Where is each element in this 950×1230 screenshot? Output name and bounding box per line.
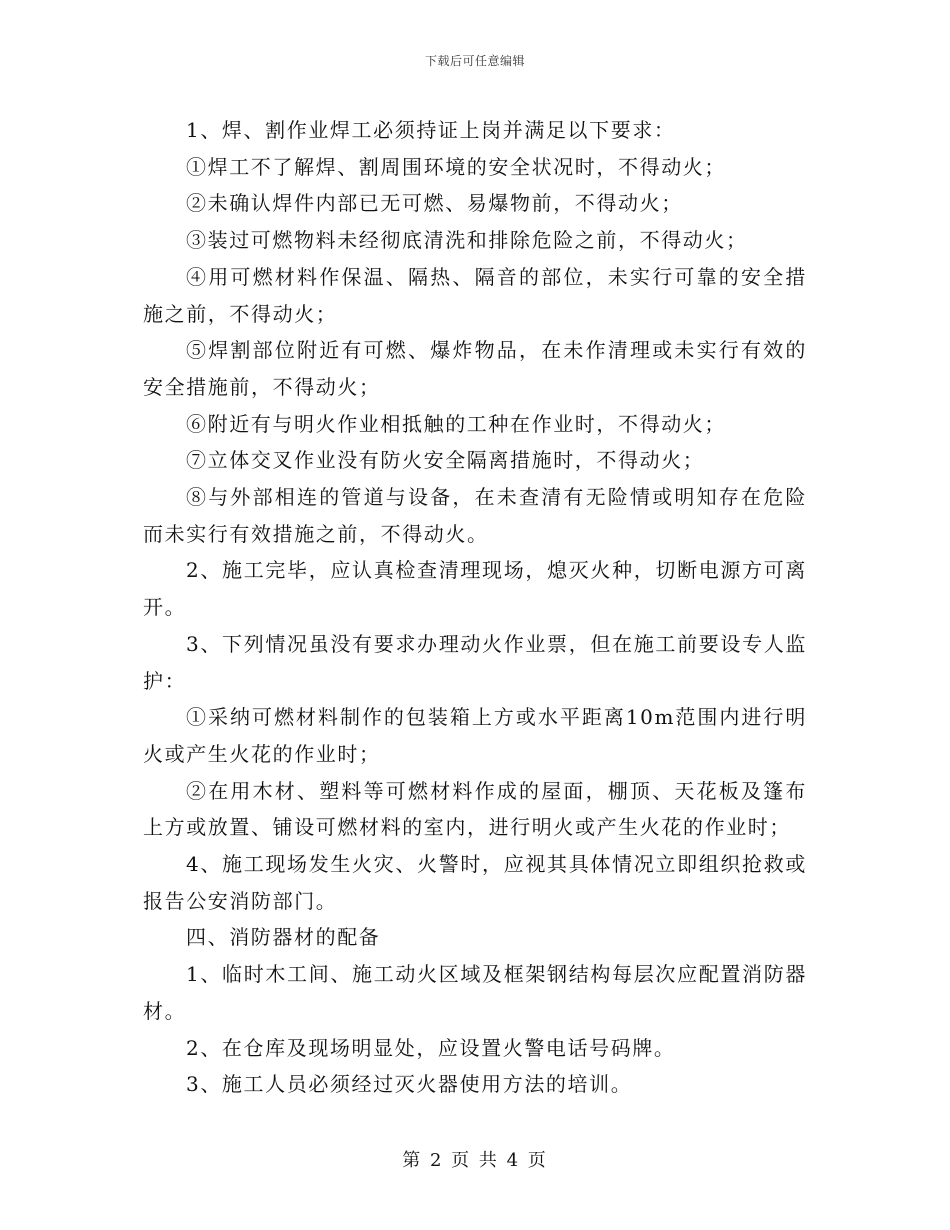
paragraph: 2、施工完毕，应认真检查清理现场，熄灭火种，切断电源方可离开。 xyxy=(143,558,807,620)
paragraph: ②在用木材、塑料等可燃材料作成的屋面，棚顶、天花板及篷布上方或放置、铺设可燃材料的室内，进行明火或产生火花的作业时； xyxy=(143,778,807,840)
paragraph: 3、施工人员必须经过灭火器使用方法的培训。 xyxy=(186,1072,633,1097)
paragraph: 2、在仓库及现场明显处，应设置火警电话号码牌。 xyxy=(186,1035,676,1060)
paragraph: ②未确认焊件内部已无可燃、易爆物前，不得动火； xyxy=(186,191,683,216)
page-header-note: 下载后可任意编辑 xyxy=(424,54,525,68)
page-number-footer: 第 2 页 共 4 页 xyxy=(402,1150,548,1171)
paragraph: 4、施工现场发生火灾、火警时，应视其具体情况立即组织抢救或报告公安消防部门。 xyxy=(143,852,807,913)
paragraph: 1、焊、割作业焊工必须持证上岗并满足以下要求： xyxy=(186,118,676,142)
paragraph: ⑤焊割部位附近有可燃、爆炸物品，在未作清理或未实行有效的安全措施前，不得动火； xyxy=(143,338,807,399)
paragraph: ①焊工不了解焊、割周围环境的安全状况时，不得动火； xyxy=(186,154,726,179)
paragraph: 1、临时木工间、施工动火区域及框架钢结构每层次应配置消防器材。 xyxy=(143,962,807,1023)
paragraph: ③装过可燃物料未经彻底清洗和排除危险之前，不得动火； xyxy=(186,228,748,253)
paragraph: ①采纳可燃材料制作的包装箱上方或水平距离10m范围内进行明火或产生火花的作业时； xyxy=(143,705,807,766)
paragraph: 3、下列情况虽没有要求办理动火作业票，但在施工前要设专人监护： xyxy=(143,631,807,693)
paragraph: ⑧与外部相连的管道与设备，在未查清有无险情或明知存在危险而未实行有效措施之前，不得动火。 xyxy=(143,485,807,546)
document-body xyxy=(143,112,807,1103)
section-heading: 四、消防器材的配备 xyxy=(186,925,381,950)
paragraph: ④用可燃材料作保温、隔热、隔音的部位，未实行可靠的安全措施之前，不得动火； xyxy=(143,264,807,326)
paragraph: ⑥附近有与明火作业相抵触的工种在作业时，不得动火； xyxy=(186,411,726,436)
paragraph: ⑦立体交叉作业没有防火安全隔离措施时，不得动火； xyxy=(186,448,705,473)
